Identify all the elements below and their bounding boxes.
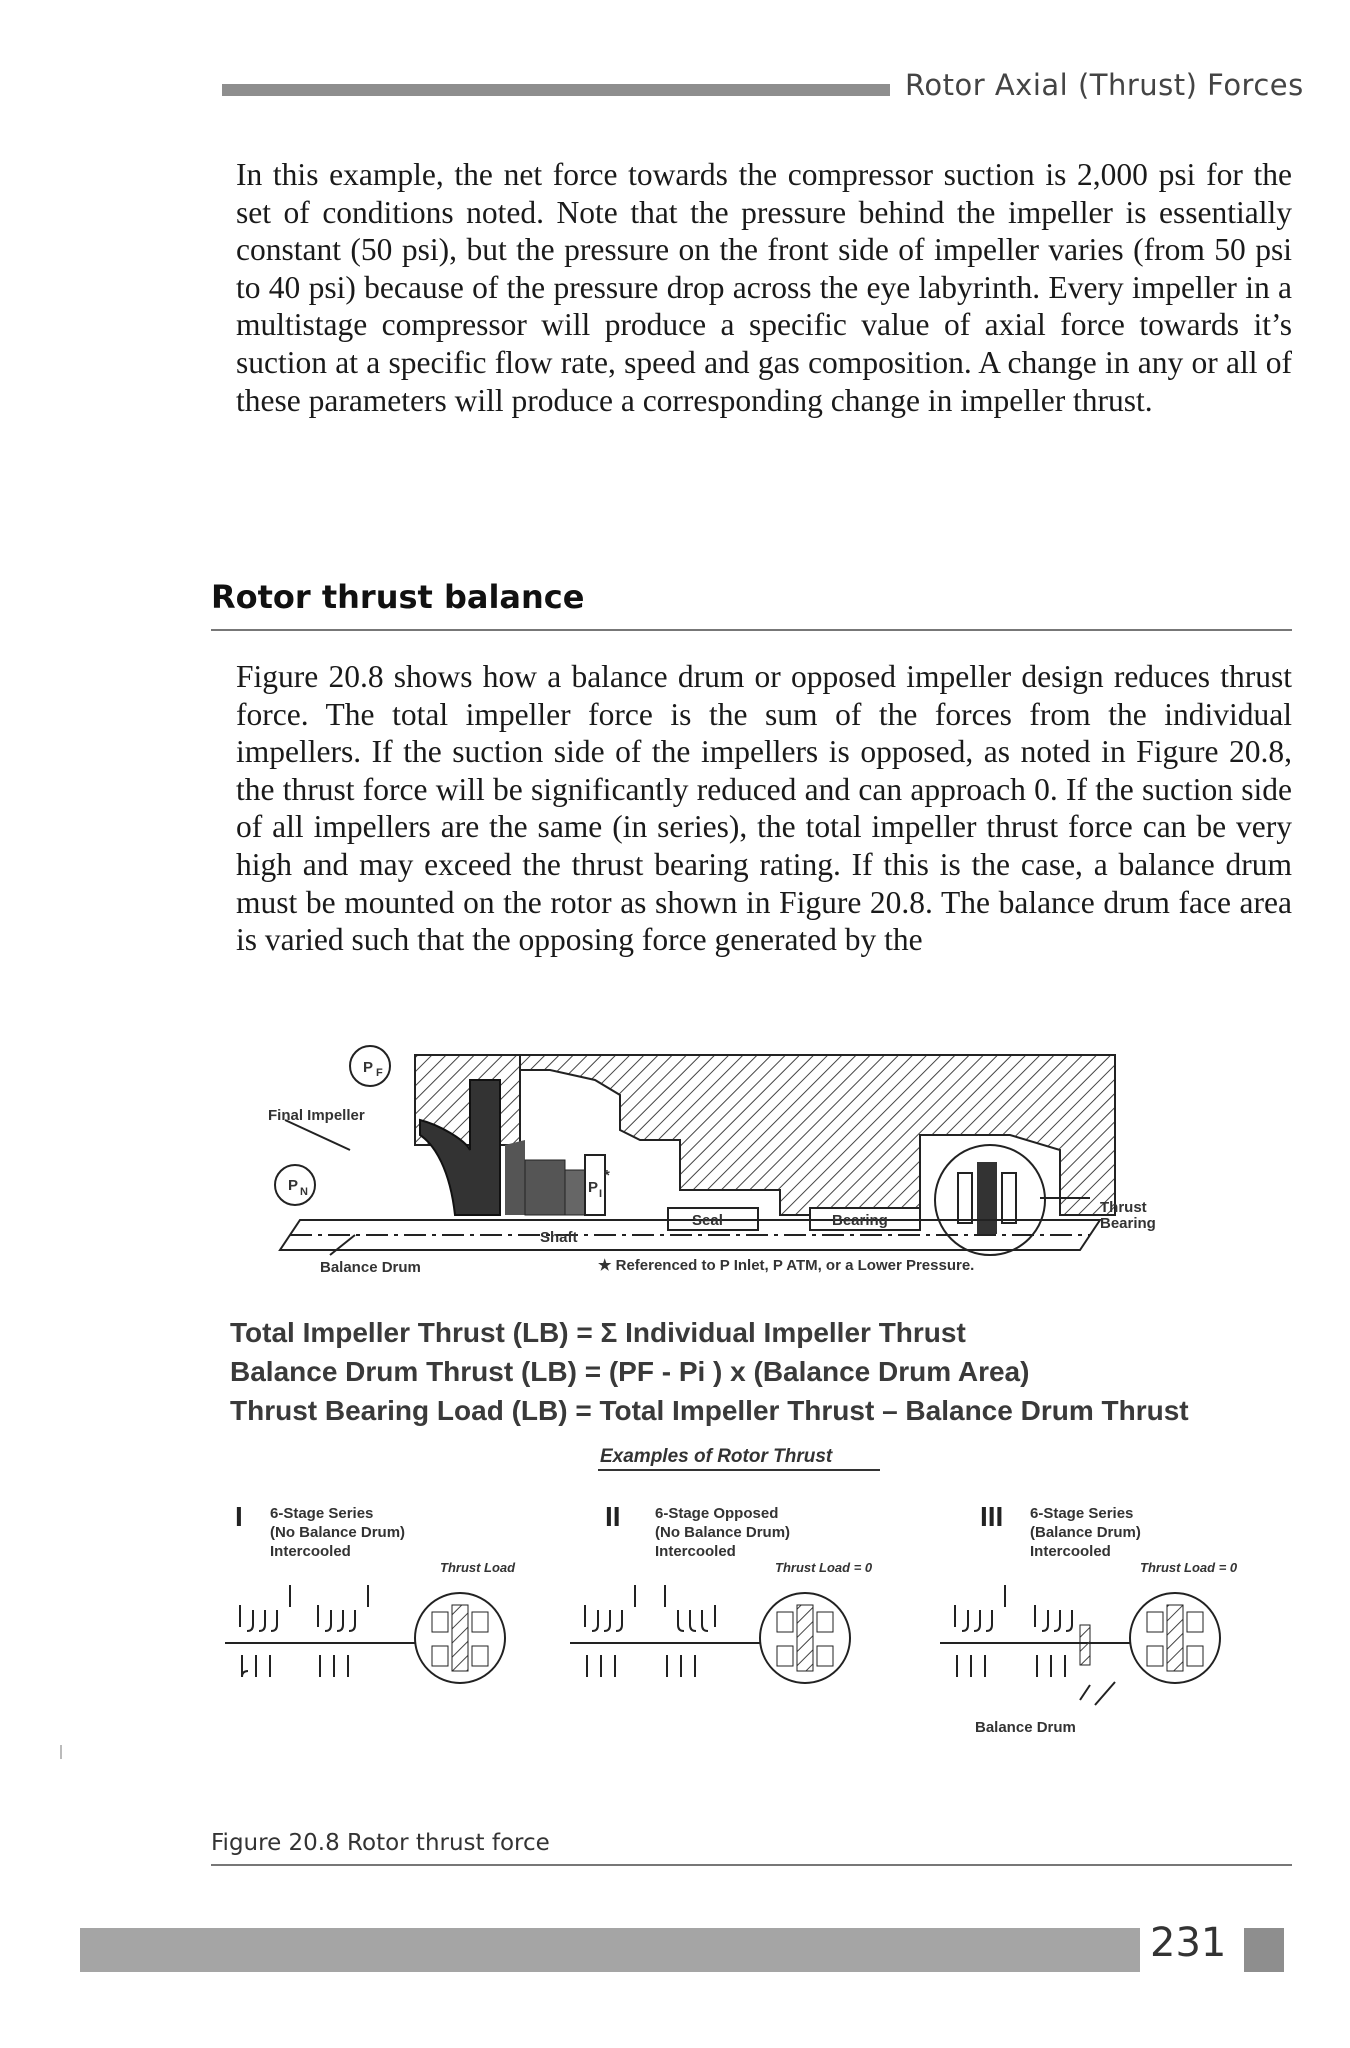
example-3-load: Thrust Load = 0 — [1140, 1560, 1238, 1575]
example-3-line3: Intercooled — [1030, 1543, 1111, 1560]
example-3 — [940, 1501, 1238, 1736]
example-3-balance-drum-label: Balance Drum — [975, 1719, 1076, 1736]
equation-total-thrust: Total Impeller Thrust (LB) = Σ Individual Impeller Thrust — [230, 1317, 966, 1348]
equation-balance-drum: Balance Drum Thrust (LB) = (PF - Pi ) x (Balance Drum Area) — [230, 1356, 1030, 1387]
figure-20-8 — [220, 1040, 1300, 1880]
example-3-line2: (Balance Drum) — [1030, 1524, 1141, 1541]
shaft-label: Shaft — [540, 1229, 578, 1246]
margin-mark — [60, 1745, 62, 1759]
example-1-line1: 6-Stage Series — [270, 1505, 374, 1522]
example-2 — [570, 1501, 873, 1683]
equation-bearing-load: Thrust Bearing Load (LB) = Total Impeller Thrust – Balance Drum Thrust — [230, 1395, 1189, 1426]
paragraph-2: Figure 20.8 shows how a balance drum or opposed impeller design reduces thrust force. The total impeller force is the sum of the forces from the individual impellers. If the suction side of the impellers is opposed, as noted in Figure 20.8, the thrust force will be significantly reduced and can approach 0. If the suction side of all impellers are the same (in series), the total impeller thrust force can be very high and may exceed the thrust bearing rating. If this is the case, a balance drum must be mounted on the rotor as shown in Figure 20.8. The balance drum face area is varied such that the opposing force generated by the — [236, 659, 1292, 958]
example-3-line1: 6-Stage Series — [1030, 1505, 1134, 1522]
running-header: Rotor Axial (Thrust) Forces — [905, 68, 1304, 102]
pf-subscript: F — [376, 1067, 383, 1079]
example-1-load: Thrust Load — [440, 1560, 516, 1575]
example-1-line2: (No Balance Drum) — [270, 1524, 406, 1541]
seal-label: Seal — [692, 1212, 723, 1229]
example-3-numeral: III — [980, 1501, 1004, 1532]
pi-star: * — [604, 1167, 610, 1184]
balance-drum-label: Balance Drum — [320, 1259, 421, 1276]
pn-subscript: N — [300, 1186, 308, 1198]
example-1 — [225, 1501, 516, 1683]
pn-label: P — [288, 1177, 299, 1194]
reference-note: ★ Referenced to P Inlet, P ATM, or a Lower Pressure. — [598, 1257, 975, 1274]
example-2-line1: 6-Stage Opposed — [655, 1505, 779, 1522]
example-2-load: Thrust Load = 0 — [775, 1560, 873, 1575]
caption-rule — [211, 1864, 1292, 1866]
examples-title: Examples of Rotor Thrust — [600, 1446, 833, 1467]
thrust-bearing-label-line2: Bearing — [1100, 1215, 1156, 1232]
example-2-line2: (No Balance Drum) — [655, 1524, 791, 1541]
final-impeller-label: Final Impeller — [268, 1107, 365, 1124]
heading-rule — [211, 629, 1292, 631]
header-bar — [222, 84, 890, 96]
paragraph-1: In this example, the net force towards the compressor suction is 2,000 psi for the set of conditions noted. Note that the pressure behind the impeller is essentially constant (50 psi), but the pressure on the front side of impeller varies (from 50 psi to 40 psi) because of the pressure drop across the eye labyrinth. Every impeller in a multistage compressor will produce a specific value of axial force towards it’s suction at a specific flow rate, speed and gas composition. A change in any or all of these parameters will produce a corresponding change in impeller thrust. — [236, 157, 1292, 418]
pi-label: P — [588, 1179, 599, 1196]
example-1-numeral: I — [235, 1501, 243, 1532]
example-1-line3: Intercooled — [270, 1543, 351, 1560]
page-number: 231 — [1150, 1920, 1227, 1966]
thrust-bearing-label-line1: Thrust — [1100, 1199, 1147, 1216]
footer-bar — [80, 1928, 1140, 1972]
figure-caption: Figure 20.8 Rotor thrust force — [211, 1830, 550, 1856]
example-2-numeral: II — [605, 1501, 621, 1532]
pf-label: P — [363, 1059, 374, 1076]
bearing-label: Bearing — [832, 1212, 888, 1229]
pi-subscript: I — [599, 1188, 603, 1200]
section-heading: Rotor thrust balance — [211, 578, 585, 616]
footer-square — [1244, 1928, 1284, 1972]
example-2-line3: Intercooled — [655, 1543, 736, 1560]
